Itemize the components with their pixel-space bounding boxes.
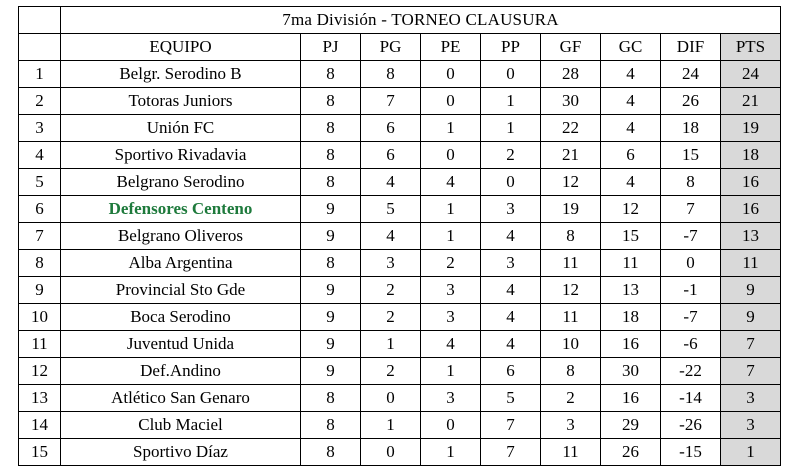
row-pp: 4 (481, 304, 541, 331)
table-row (19, 412, 781, 439)
row-gc: 29 (601, 412, 661, 439)
table-row (19, 115, 781, 142)
standings-table (18, 6, 781, 466)
row-dif: 26 (661, 88, 721, 115)
table-row (19, 61, 781, 88)
row-pe: 4 (421, 169, 481, 196)
row-gf: 19 (541, 196, 601, 223)
row-pp: 7 (481, 439, 541, 466)
row-pp: 3 (481, 250, 541, 277)
row-pg: 6 (361, 115, 421, 142)
row-pp: 1 (481, 115, 541, 142)
table-row (19, 169, 781, 196)
row-gf: 28 (541, 61, 601, 88)
row-pe: 3 (421, 385, 481, 412)
row-position: 11 (19, 331, 61, 358)
row-team-name: Alba Argentina (61, 250, 301, 277)
row-position: 12 (19, 358, 61, 385)
page-title: 7ma División - TORNEO CLAUSURA (61, 7, 781, 34)
row-pts: 3 (721, 412, 781, 439)
row-position: 14 (19, 412, 61, 439)
row-pts: 7 (721, 358, 781, 385)
row-pts: 19 (721, 115, 781, 142)
row-team-name: Sportivo Rivadavia (61, 142, 301, 169)
table-row (19, 88, 781, 115)
row-pg: 0 (361, 439, 421, 466)
row-pe: 1 (421, 196, 481, 223)
row-pg: 0 (361, 385, 421, 412)
row-position: 7 (19, 223, 61, 250)
row-gf: 8 (541, 223, 601, 250)
title-row (19, 7, 781, 34)
table-row (19, 439, 781, 466)
standings-sheet (0, 6, 799, 466)
row-pj: 8 (301, 385, 361, 412)
row-pe: 2 (421, 250, 481, 277)
row-pp: 4 (481, 223, 541, 250)
row-gf: 30 (541, 88, 601, 115)
row-pts: 9 (721, 277, 781, 304)
row-pg: 5 (361, 196, 421, 223)
row-pg: 2 (361, 304, 421, 331)
row-team-name: Belgrano Oliveros (61, 223, 301, 250)
row-dif: -7 (661, 304, 721, 331)
row-pj: 8 (301, 61, 361, 88)
row-pts: 9 (721, 304, 781, 331)
row-position: 15 (19, 439, 61, 466)
row-pg: 3 (361, 250, 421, 277)
row-dif: -22 (661, 358, 721, 385)
table-row (19, 385, 781, 412)
row-pe: 4 (421, 331, 481, 358)
row-gc: 16 (601, 331, 661, 358)
row-position: 10 (19, 304, 61, 331)
row-dif: 24 (661, 61, 721, 88)
row-pp: 0 (481, 169, 541, 196)
row-team-name: Belgrano Serodino (61, 169, 301, 196)
row-pj: 8 (301, 412, 361, 439)
row-pe: 1 (421, 223, 481, 250)
column-header-pg: PG (361, 34, 421, 61)
row-gc: 26 (601, 439, 661, 466)
row-gc: 6 (601, 142, 661, 169)
row-pg: 4 (361, 223, 421, 250)
table-row (19, 196, 781, 223)
row-pp: 1 (481, 88, 541, 115)
row-pj: 9 (301, 304, 361, 331)
row-position: 5 (19, 169, 61, 196)
row-pe: 1 (421, 358, 481, 385)
row-gc: 13 (601, 277, 661, 304)
row-gc: 4 (601, 61, 661, 88)
row-pe: 1 (421, 115, 481, 142)
row-pg: 7 (361, 88, 421, 115)
standings-body (19, 61, 781, 466)
table-row (19, 331, 781, 358)
column-header-position (19, 34, 61, 61)
table-row (19, 142, 781, 169)
row-pj: 8 (301, 88, 361, 115)
row-dif: 8 (661, 169, 721, 196)
row-position: 9 (19, 277, 61, 304)
row-team-name: Club Maciel (61, 412, 301, 439)
row-gf: 3 (541, 412, 601, 439)
row-pe: 0 (421, 61, 481, 88)
row-position: 8 (19, 250, 61, 277)
row-pe: 0 (421, 88, 481, 115)
row-gc: 4 (601, 115, 661, 142)
row-team-name: Belgr. Serodino B (61, 61, 301, 88)
row-pts: 16 (721, 169, 781, 196)
row-pts: 11 (721, 250, 781, 277)
header-row (19, 34, 781, 61)
row-pg: 4 (361, 169, 421, 196)
row-pts: 18 (721, 142, 781, 169)
row-dif: 7 (661, 196, 721, 223)
row-pts: 13 (721, 223, 781, 250)
row-pts: 21 (721, 88, 781, 115)
row-pj: 9 (301, 223, 361, 250)
row-pg: 1 (361, 331, 421, 358)
row-pj: 8 (301, 115, 361, 142)
row-gf: 10 (541, 331, 601, 358)
row-pp: 3 (481, 196, 541, 223)
row-pg: 2 (361, 277, 421, 304)
row-team-name: Juventud Unida (61, 331, 301, 358)
row-dif: 18 (661, 115, 721, 142)
row-gf: 2 (541, 385, 601, 412)
column-header-gf: GF (541, 34, 601, 61)
row-position: 6 (19, 196, 61, 223)
row-team-name: Totoras Juniors (61, 88, 301, 115)
row-pj: 9 (301, 331, 361, 358)
row-pts: 7 (721, 331, 781, 358)
column-header-pe: PE (421, 34, 481, 61)
row-dif: -6 (661, 331, 721, 358)
table-row (19, 304, 781, 331)
table-row (19, 277, 781, 304)
row-pe: 3 (421, 304, 481, 331)
row-pg: 6 (361, 142, 421, 169)
row-pe: 0 (421, 412, 481, 439)
row-pj: 8 (301, 439, 361, 466)
row-position: 13 (19, 385, 61, 412)
row-pg: 8 (361, 61, 421, 88)
column-header-team: EQUIPO (61, 34, 301, 61)
row-pj: 8 (301, 250, 361, 277)
row-gf: 11 (541, 439, 601, 466)
row-gc: 4 (601, 169, 661, 196)
column-header-pp: PP (481, 34, 541, 61)
row-gf: 22 (541, 115, 601, 142)
row-team-name: Sportivo Díaz (61, 439, 301, 466)
row-team-name: Atlético San Genaro (61, 385, 301, 412)
row-pe: 1 (421, 439, 481, 466)
row-pp: 2 (481, 142, 541, 169)
row-gc: 18 (601, 304, 661, 331)
row-team-name: Provincial Sto Gde (61, 277, 301, 304)
row-pts: 3 (721, 385, 781, 412)
row-position: 3 (19, 115, 61, 142)
row-pts: 1 (721, 439, 781, 466)
row-gc: 15 (601, 223, 661, 250)
row-dif: 0 (661, 250, 721, 277)
row-gf: 12 (541, 277, 601, 304)
row-gf: 11 (541, 304, 601, 331)
column-header-gc: GC (601, 34, 661, 61)
row-pp: 7 (481, 412, 541, 439)
row-team-name: Boca Serodino (61, 304, 301, 331)
row-pp: 5 (481, 385, 541, 412)
row-pj: 9 (301, 196, 361, 223)
row-gc: 4 (601, 88, 661, 115)
row-gf: 12 (541, 169, 601, 196)
row-dif: -14 (661, 385, 721, 412)
row-gc: 12 (601, 196, 661, 223)
row-pj: 9 (301, 277, 361, 304)
row-dif: -26 (661, 412, 721, 439)
row-gc: 16 (601, 385, 661, 412)
row-pe: 3 (421, 277, 481, 304)
row-gf: 21 (541, 142, 601, 169)
row-pts: 24 (721, 61, 781, 88)
row-pp: 4 (481, 277, 541, 304)
table-row (19, 250, 781, 277)
table-row (19, 358, 781, 385)
column-header-pts: PTS (721, 34, 781, 61)
row-gf: 8 (541, 358, 601, 385)
row-dif: -7 (661, 223, 721, 250)
row-pp: 0 (481, 61, 541, 88)
row-position: 1 (19, 61, 61, 88)
row-pe: 0 (421, 142, 481, 169)
row-pp: 6 (481, 358, 541, 385)
table-row (19, 223, 781, 250)
row-pj: 9 (301, 358, 361, 385)
column-header-dif: DIF (661, 34, 721, 61)
row-dif: -1 (661, 277, 721, 304)
column-header-pj: PJ (301, 34, 361, 61)
row-pg: 1 (361, 412, 421, 439)
row-team-name: Defensores Centeno (61, 196, 301, 223)
row-gc: 11 (601, 250, 661, 277)
row-dif: -15 (661, 439, 721, 466)
row-position: 2 (19, 88, 61, 115)
row-gf: 11 (541, 250, 601, 277)
title-row-spacer (19, 7, 61, 34)
row-dif: 15 (661, 142, 721, 169)
row-gc: 30 (601, 358, 661, 385)
row-pj: 8 (301, 169, 361, 196)
row-pts: 16 (721, 196, 781, 223)
row-position: 4 (19, 142, 61, 169)
row-team-name: Unión FC (61, 115, 301, 142)
row-pj: 8 (301, 142, 361, 169)
row-pp: 4 (481, 331, 541, 358)
row-pg: 2 (361, 358, 421, 385)
row-team-name: Def.Andino (61, 358, 301, 385)
